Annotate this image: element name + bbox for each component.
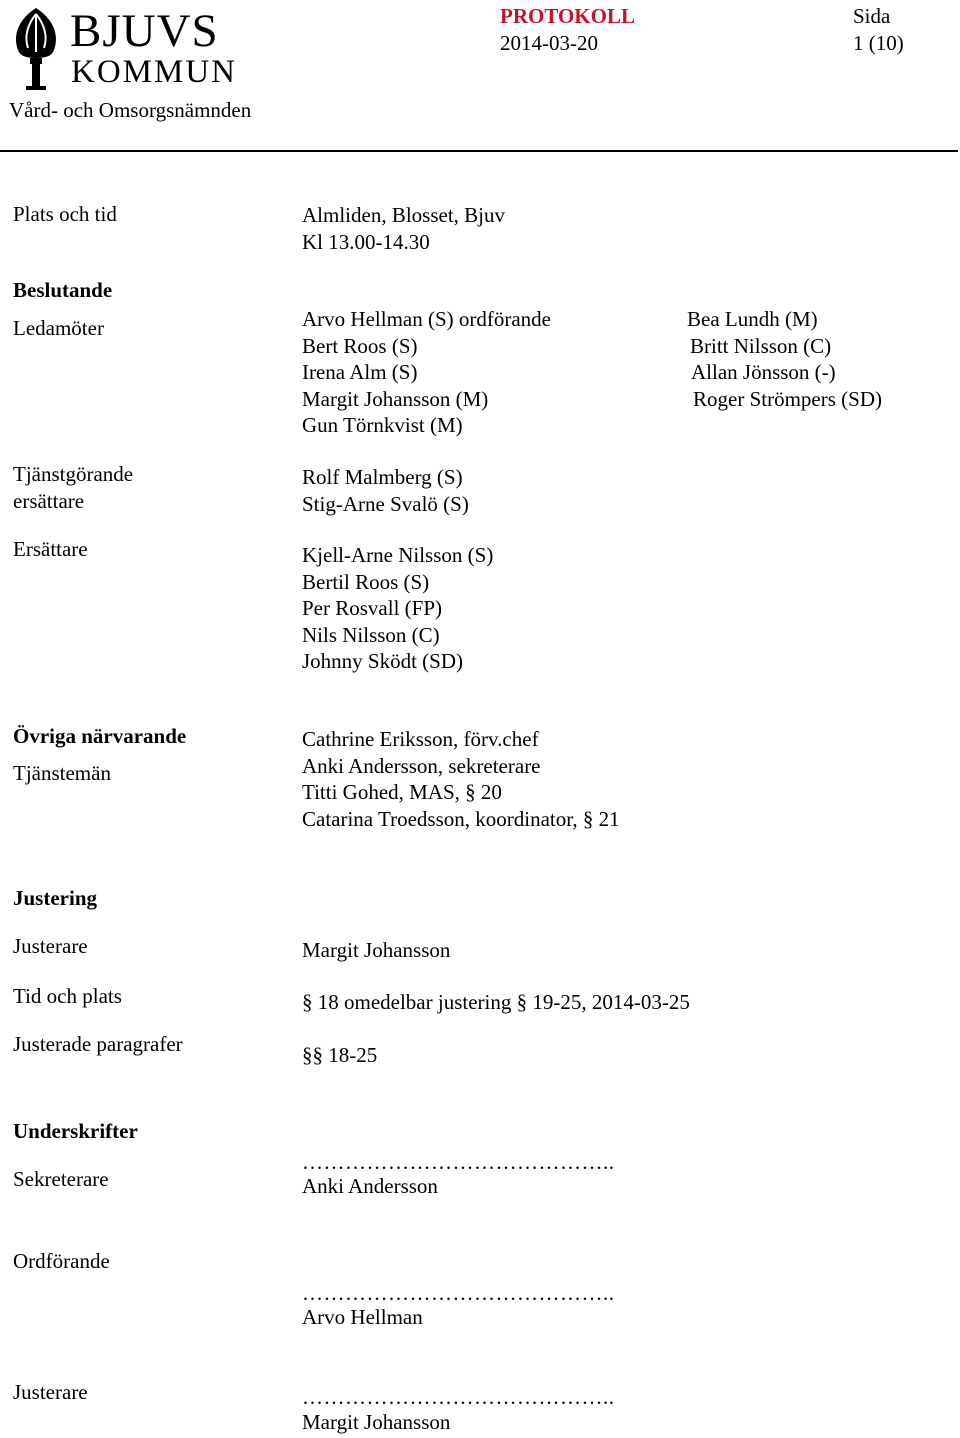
list-item: Catarina Troedsson, koordinator, § 21: [302, 806, 620, 831]
tid-och-plats-label: Tid och plats: [13, 984, 122, 1008]
list-item: Johnny Sködt (SD): [302, 649, 464, 673]
list-item: Margit Johansson (M): [302, 386, 489, 411]
sekreterare-name: Anki Andersson: [302, 1174, 438, 1198]
document-date: 2014-03-20: [500, 31, 598, 55]
ersattare-list: [302, 542, 493, 675]
logo-subtitle: KOMMUN: [71, 54, 238, 90]
tjanstgorande-label: [13, 461, 133, 514]
ledamoter-list-right: [687, 306, 882, 412]
justerade-paragrafer-value: §§ 18-25: [302, 1043, 378, 1067]
torch-emblem-icon: [8, 6, 64, 92]
list-item: Nils Nilsson (C): [302, 622, 440, 647]
page-number: 1 (10): [853, 31, 904, 55]
justerare-signature-name: Margit Johansson: [302, 1410, 451, 1434]
ordforande-label: Ordförande: [13, 1249, 110, 1273]
list-item: Roger Strömpers (SD): [693, 386, 882, 411]
list-item: Stig-Arne Svalö (S): [302, 491, 469, 516]
list-item: Titti Gohed, MAS, § 20: [302, 780, 502, 804]
justering-heading: Justering: [13, 886, 97, 910]
justerade-paragrafer-label: Justerade paragrafer: [13, 1032, 183, 1056]
list-item: Anki Andersson, sekreterare: [302, 753, 541, 778]
sekreterare-label: Sekreterare: [13, 1167, 109, 1191]
committee-name: Vård- och Omsorgsnämnden: [9, 98, 252, 122]
list-item: Per Rosvall (FP): [302, 596, 443, 620]
list-item: Cathrine Eriksson, förv.chef: [302, 727, 539, 751]
tjanstgorande-label-line: Tjänstgörande: [13, 462, 134, 486]
list-item: Allan Jönsson (-): [691, 360, 836, 384]
signature-line: ……………………………………..: [302, 1385, 615, 1409]
list-item: Irena Alm (S): [302, 360, 418, 384]
list-item: Bert Roos (S): [302, 333, 418, 358]
list-item: Kjell-Arne Nilsson (S): [302, 543, 494, 567]
list-item: Rolf Malmberg (S): [302, 465, 463, 489]
list-item: Bertil Roos (S): [302, 569, 430, 594]
tid-och-plats-value: § 18 omedelbar justering § 19-25, 2014-03-25: [302, 990, 690, 1014]
list-item: Bea Lundh (M): [687, 307, 818, 331]
page-label: Sida: [853, 4, 891, 28]
ordforande-name: Arvo Hellman: [302, 1305, 423, 1329]
ovriga-heading: Övriga närvarande: [13, 724, 187, 748]
meeting-label: Plats och tid: [13, 202, 117, 226]
tjanstgorande-label-line: ersättare: [13, 488, 85, 513]
list-item: Gun Törnkvist (M): [302, 413, 463, 437]
tjansteman-label: Tjänstemän: [13, 761, 111, 785]
header-divider: [0, 150, 958, 152]
list-item: Arvo Hellman (S) ordförande: [302, 307, 552, 331]
justerare-label: Justerare: [13, 934, 88, 958]
ledamoter-label: Ledamöter: [13, 316, 104, 340]
justerare-value: Margit Johansson: [302, 938, 451, 962]
tjansteman-list: [302, 726, 620, 832]
meeting-details: [302, 202, 505, 255]
ledamoter-list-left: [302, 306, 551, 439]
signature-line: ……………………………………..: [302, 1281, 615, 1305]
meeting-place: Almliden, Blosset, Bjuv: [302, 203, 506, 227]
meeting-time: Kl 13.00-14.30: [302, 229, 430, 254]
tjanstgorande-list: [302, 464, 469, 517]
logo-wordmark: BJUVS: [70, 5, 219, 57]
list-item: Britt Nilsson (C): [690, 333, 832, 358]
beslutande-heading: Beslutande: [13, 278, 113, 302]
underskrifter-heading: Underskrifter: [13, 1119, 138, 1143]
signature-line: ……………………………………..: [302, 1150, 615, 1174]
justerare-signature-label: Justerare: [13, 1380, 88, 1404]
document-type: PROTOKOLL: [500, 4, 635, 28]
ersattare-label: Ersättare: [13, 537, 88, 561]
